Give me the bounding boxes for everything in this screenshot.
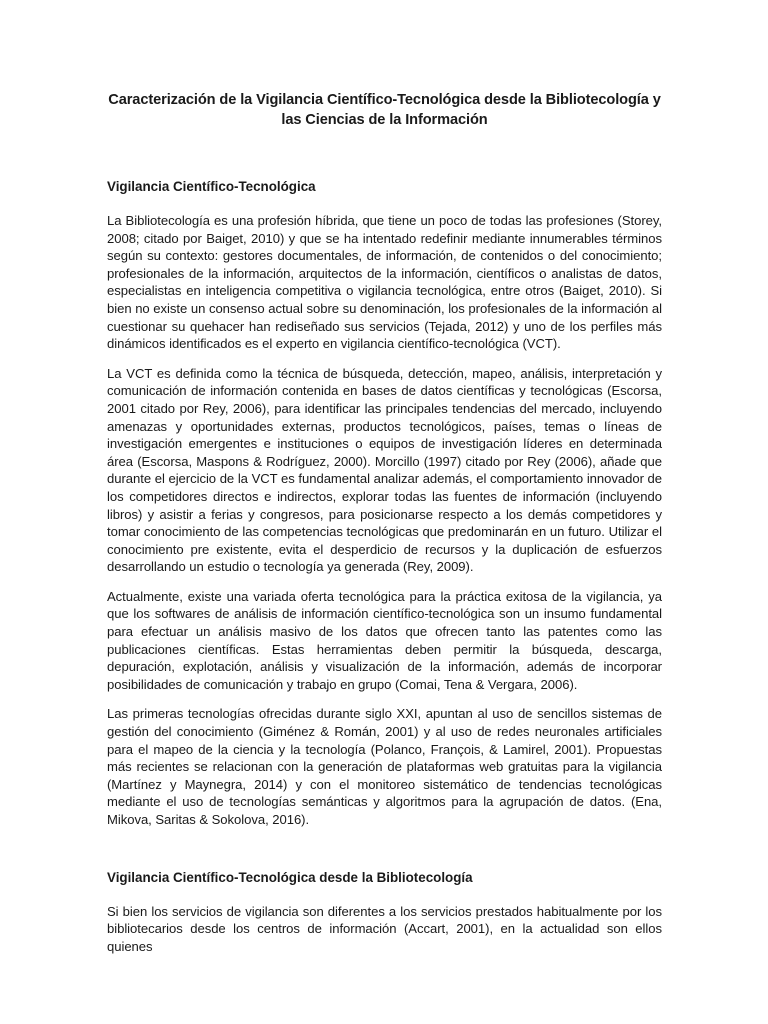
document-title: Caracterización de la Vigilancia Científico-Tecnológica desde la Bibliotecología y las Ciencias de la Información [108,92,661,128]
paragraph: La VCT es definida como la técnica de búsqueda, detección, mapeo, análisis, interpretación y comunicación de información contenida en bases de datos científicas y tecnológicas (Escorsa, 2001 citado por Rey, 2006), para identificar las principales tendencias del mercado, incluyendo amenazas y oportunidades externas, productos tecnológicos, países, temas o líneas de investigación emergentes e instituciones o equipos de investigación líderes en determinada área (Escorsa, Maspons & Rodríguez, 2000). Morcillo (1997) citado por Rey (2006), añade que durante el ejercicio de la VCT es fundamental analizar además, el comportamiento innovador de los competidores directos e indirectos, explorar todas las fuentes de información (incluyendo libros) y asistir a ferias y congresos, para posicionarse respecto a los demás competidores y tomar conocimiento de las competencias tecnológicas que predominarán en un futuro. Utilizar el conocimiento pre existente, evita el desperdicio de recursos y la duplicación de esfuerzos desarrollando un estudio o tecnología ya generada (Rey, 2009). [107,365,662,575]
section-heading-vct: Vigilancia Científico-Tecnológica [107,179,316,194]
paragraph: Las primeras tecnologías ofrecidas durante siglo XXI, apuntan al uso de sencillos sistemas de gestión del conocimiento (Giménez & Román, 2001) y al uso de redes neuronales artificiales para el mapeo de la ciencia y la tecnología (Polanco, François, & Lamirel, 2001). Propuestas más recientes se relacionan con la generación de plataformas web gratuitas para la vigilancia (Martínez y Maynegra, 2014) y con el monitoreo sistemático de tendencias tecnológicas mediante el uso de tecnologías semánticas y algoritmos para la agrupación de datos. (Ena, Mikova, Saritas & Sokolova, 2016). [107,706,662,827]
section-heading-vct-bibliotecologia: Vigilancia Científico-Tecnológica desde la Bibliotecología [107,869,473,885]
paragraph: Actualmente, existe una variada oferta tecnológica para la práctica exitosa de la vigilancia, ya que los softwares de análisis de información científico-tecnológica son un insumo fundamental para efectuar un análisis masivo de los datos que ofrecen tanto las patentes como las publicaciones científicas. Estas herramientas deben permitir la búsqueda, descarga, depuración, explotación, análisis y visualización de la información, además de incorporar posibilidades de comunicación y trabajo en grupo (Comai, Tena & Vergara, 2006). [107,588,662,692]
paragraph: Si bien los servicios de vigilancia son diferentes a los servicios prestados habitualmente por los bibliotecarios desde los centros de información (Accart, 2001), en la actualidad son ellos quienes [107,903,662,954]
document-page [107,0,662,955]
paragraph: La Bibliotecología es una profesión híbrida, que tiene un poco de todas las profesiones (Storey, 2008; citado por Baiget, 2010) y que se ha intentado redefinir mediante innumerables términos según su contexto: gestores documentales, de información, de contenidos o del conocimiento; profesionales de la información, arquitectos de la información, científicos o analistas de datos, especialistas en inteligencia competitiva o vigilancia tecnológica, entre otros (Baiget, 2010). Si bien no existe un consenso actual sobre su denominación, los profesionales de la información al cuestionar su quehacer han rediseñado sus servicios (Tejada, 2012) y uno de los perfiles más dinámicos identificados es el experto en vigilancia científico-tecnológica (VCT). [107,213,662,352]
